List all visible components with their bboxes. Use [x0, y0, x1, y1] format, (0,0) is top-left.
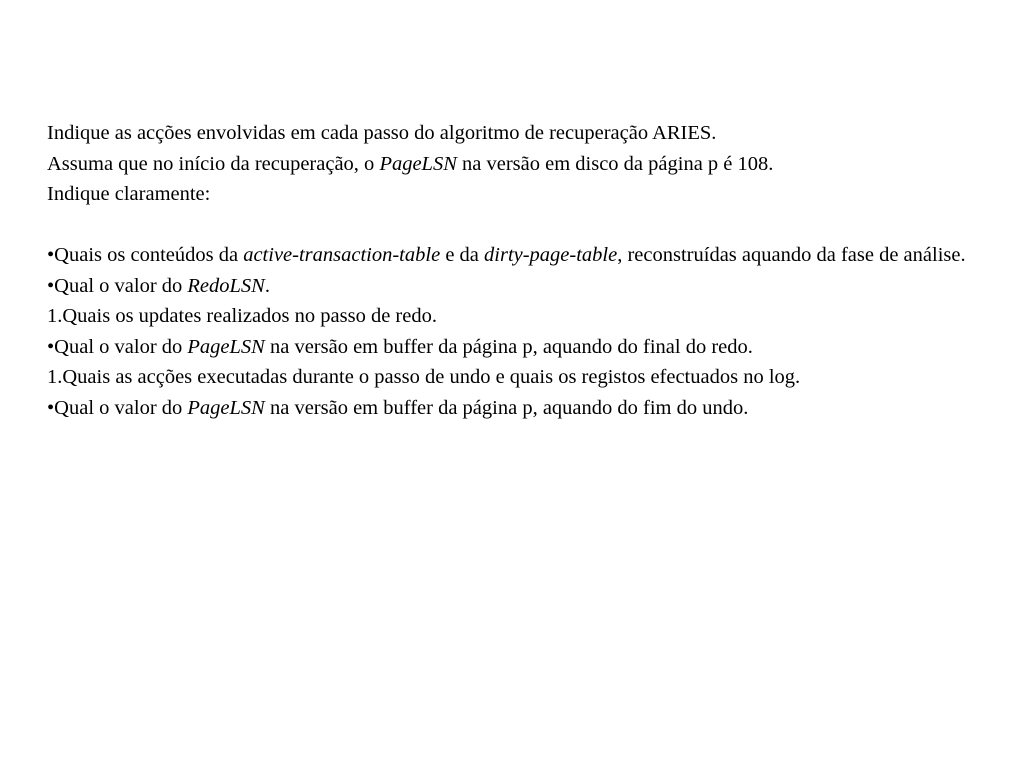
list-item: •Qual o valor do RedoLSN. — [47, 274, 270, 297]
list-item: •Qual o valor do PageLSN na versão em buffer da página p, aquando do final do redo. — [47, 335, 753, 358]
list-item: 1.Quais as acções executadas durante o passo de undo e quais os registos efectuados no log. — [47, 366, 801, 388]
dirty-page-table-term: dirty-page-table — [484, 244, 618, 266]
pagelsn-term: PageLSN — [187, 396, 265, 419]
paragraph-gap — [47, 210, 987, 241]
pagelsn-term: PageLSN — [187, 335, 265, 358]
intro-line-2: Assuma que no início da recuperação, o PageLSN na versão em disco da página p é 108. — [47, 152, 774, 175]
list-item: 1.Quais os updates realizados no passo de redo. — [47, 305, 437, 327]
redolsn-term: RedoLSN — [187, 274, 265, 297]
slide-body — [47, 118, 987, 423]
list-item: •Quais os conteúdos da active-transaction-table e da dirty-page-table, reconstruídas aquando da fase de análise. — [47, 244, 966, 266]
list-item: •Qual o valor do PageLSN na versão em buffer da página p, aquando do fim do undo. — [47, 396, 749, 419]
active-transaction-table-term: active-transaction-table — [243, 244, 441, 266]
pagelsn-term: PageLSN — [379, 152, 457, 175]
intro-line-1: Indique as acções envolvidas em cada passo do algoritmo de recuperação ARIES. — [47, 122, 717, 144]
intro-line-3: Indique claramente: — [47, 183, 211, 205]
